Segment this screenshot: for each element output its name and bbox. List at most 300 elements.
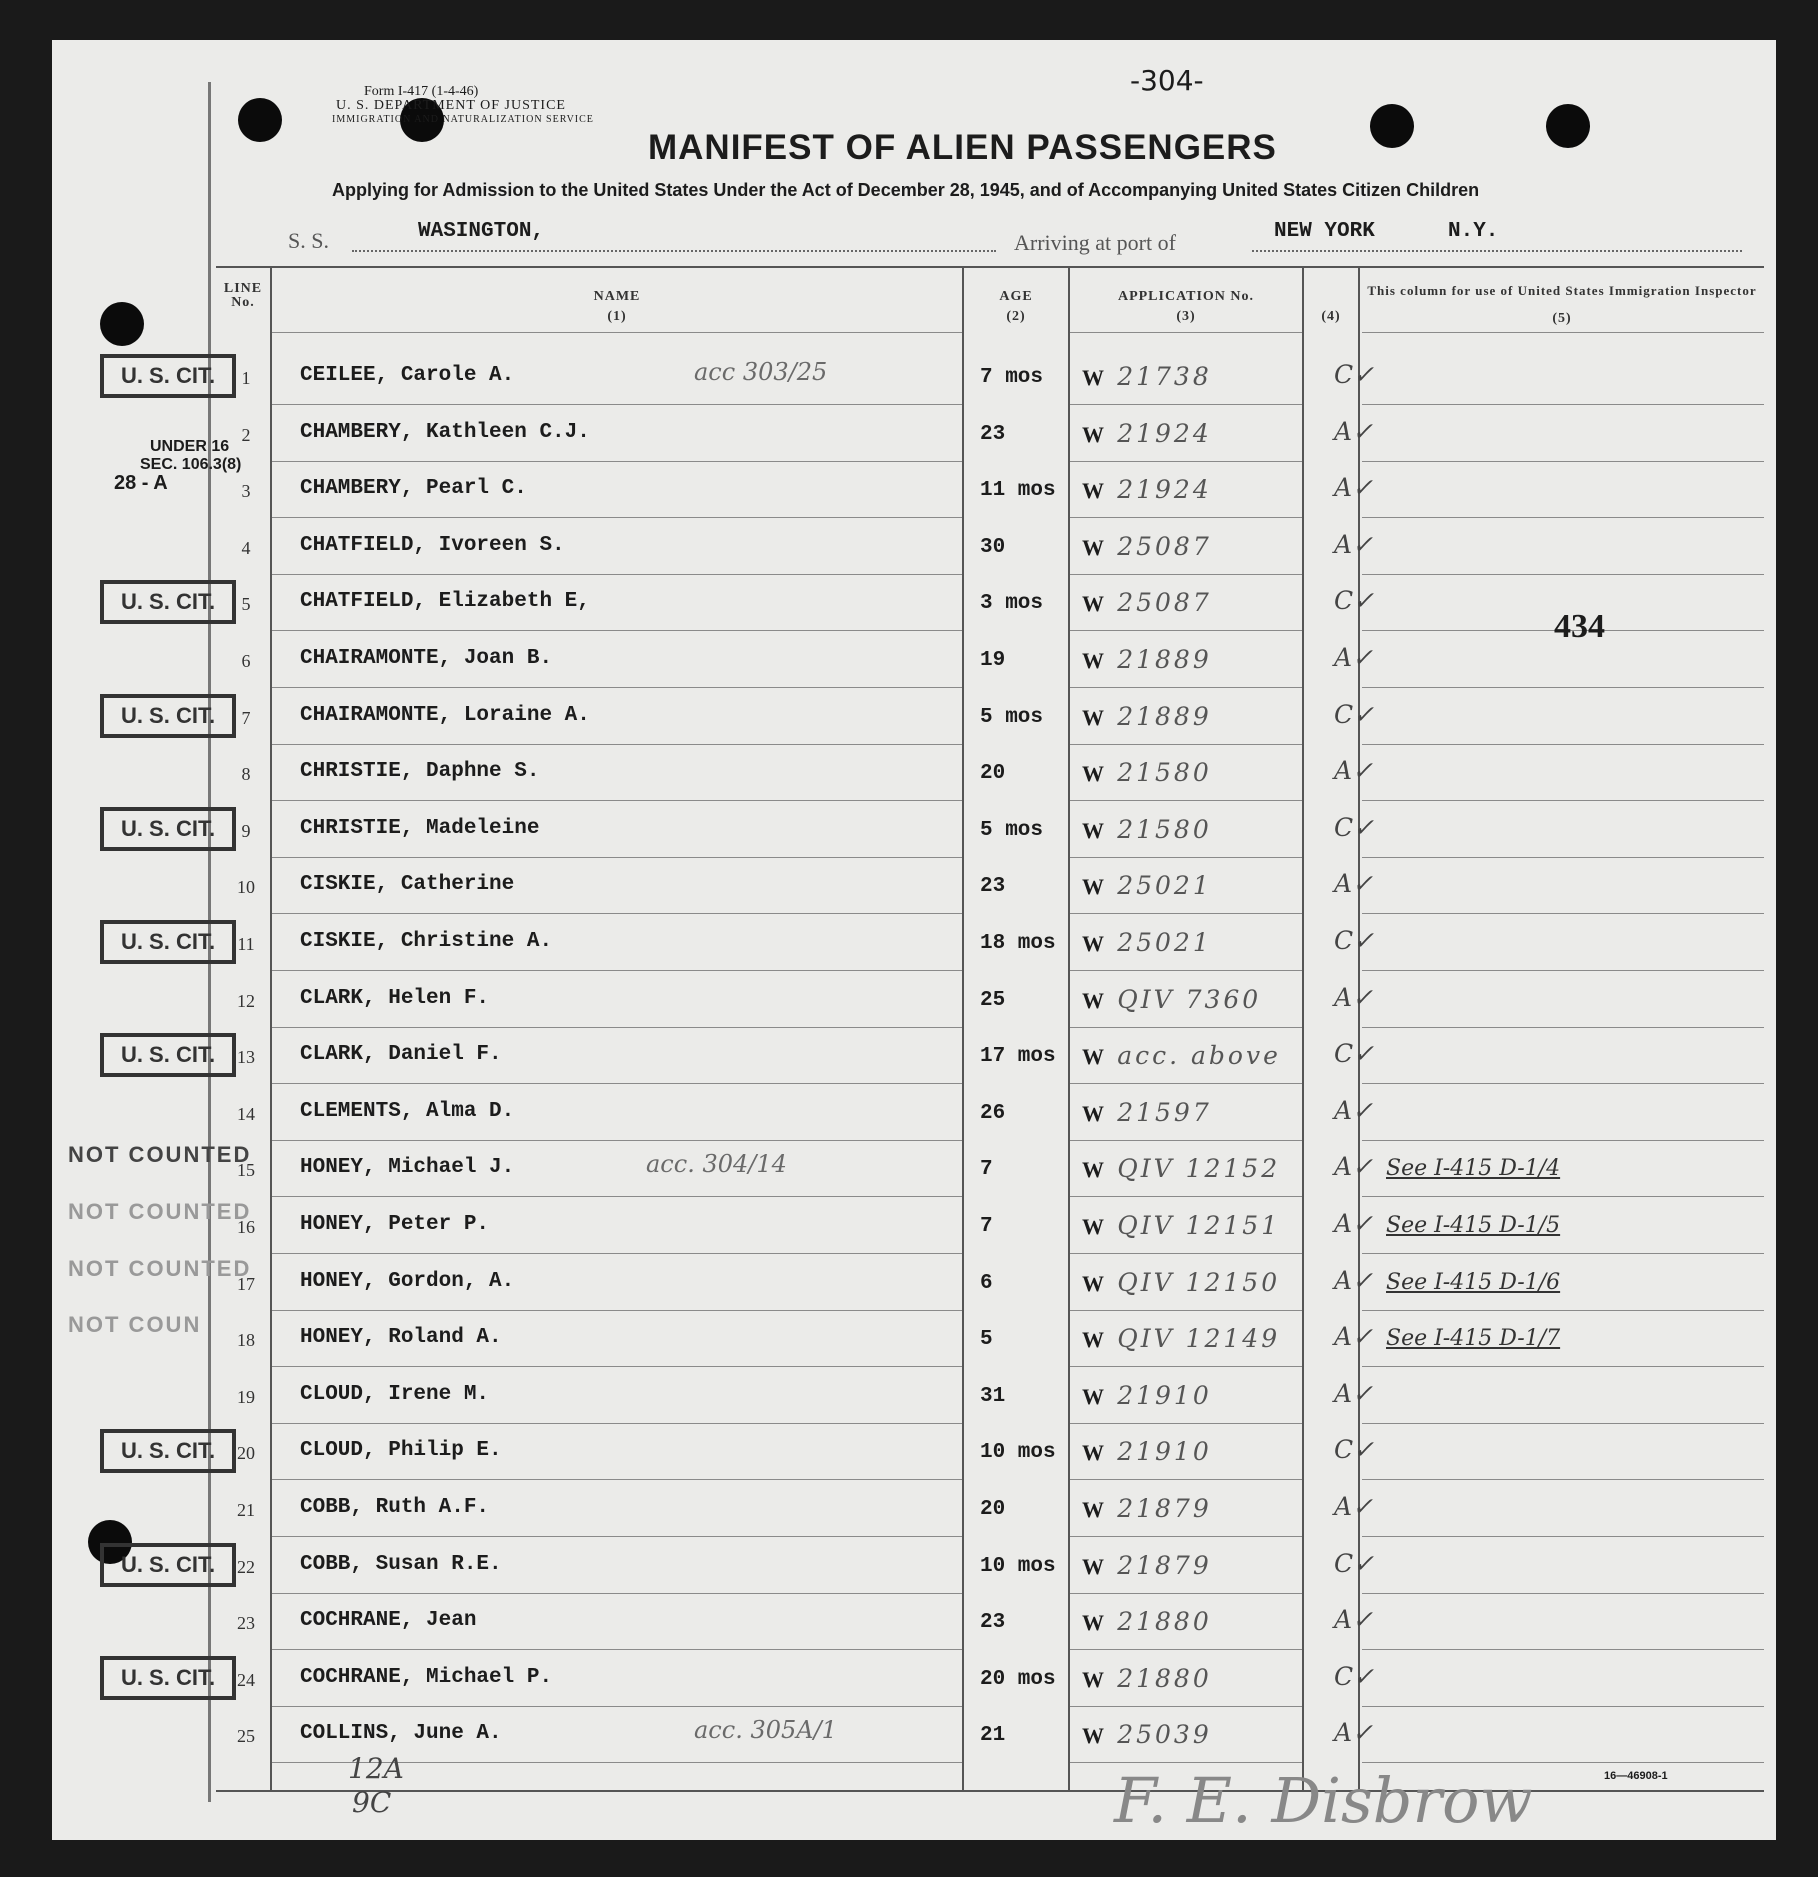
check-icon: ✓ xyxy=(1352,869,1374,898)
passenger-age: 20 xyxy=(980,1498,1006,1521)
row-rule xyxy=(272,1310,962,1311)
class-letter: C xyxy=(1334,700,1354,729)
passenger-age: 26 xyxy=(980,1102,1006,1125)
application-number: 21880 xyxy=(1117,1664,1212,1693)
application-number: 21597 xyxy=(1117,1098,1212,1127)
table-row xyxy=(52,1256,1776,1312)
table-row xyxy=(52,584,1776,632)
application-number: 21910 xyxy=(1117,1437,1212,1466)
not-counted-stamp: NOT COUNTED xyxy=(68,1256,252,1281)
line-number: 9 xyxy=(241,821,251,841)
class-mark xyxy=(1334,1605,1373,1634)
application-prefix: W xyxy=(1082,1214,1104,1239)
tally-adults: 12A xyxy=(348,1752,404,1785)
check-icon: ✓ xyxy=(1353,586,1375,615)
class-letter: C xyxy=(1334,1662,1354,1691)
tally-children: 9C xyxy=(352,1786,392,1819)
application-prefix: W xyxy=(1082,1044,1104,1069)
row-rule xyxy=(1362,461,1764,462)
ship-name: WASINGTON, xyxy=(418,220,545,243)
check-icon: ✓ xyxy=(1353,1039,1375,1068)
ship-label: S. S. xyxy=(288,228,329,253)
application-number: 21580 xyxy=(1117,758,1212,787)
class-mark xyxy=(1334,1209,1373,1238)
application-number: 21889 xyxy=(1117,702,1212,731)
application-number: 25087 xyxy=(1117,588,1212,617)
table-row xyxy=(52,641,1776,689)
line-number: 7 xyxy=(241,708,251,728)
passenger-age: 20 xyxy=(980,762,1006,785)
passenger-age: 11 mos xyxy=(980,479,1056,502)
class-letter: A xyxy=(1334,1209,1353,1238)
table-row xyxy=(52,471,1776,519)
class-letter: A xyxy=(1334,1379,1353,1408)
class-letter: A xyxy=(1334,417,1353,446)
class-letter: A xyxy=(1334,1492,1353,1521)
row-rule xyxy=(1362,574,1764,575)
table-row xyxy=(52,358,1776,406)
class-mark xyxy=(1334,417,1373,446)
row-rule xyxy=(1070,1253,1302,1254)
line-number: 20 xyxy=(237,1443,255,1463)
row-rule xyxy=(1070,857,1302,858)
row-rule xyxy=(272,1196,962,1197)
passenger-age: 21 xyxy=(980,1724,1006,1747)
class-letter: C xyxy=(1334,1549,1354,1578)
line-number: 8 xyxy=(241,764,251,784)
application-prefix: W xyxy=(1082,931,1104,956)
row-rule xyxy=(1070,913,1302,914)
application-prefix: W xyxy=(1082,1384,1104,1409)
check-icon: ✓ xyxy=(1353,1435,1375,1464)
table-row xyxy=(52,1603,1776,1651)
row-rule xyxy=(272,1479,962,1480)
line-number: 18 xyxy=(237,1330,255,1350)
us-citizen-stamp: U. S. CIT. xyxy=(100,1656,236,1700)
class-mark xyxy=(1334,1435,1374,1464)
application-prefix: W xyxy=(1082,705,1104,730)
table-row xyxy=(52,1490,1776,1538)
application-number: 25087 xyxy=(1117,532,1212,561)
row-rule xyxy=(272,1083,962,1084)
check-icon: ✓ xyxy=(1353,1662,1375,1691)
application-prefix: W xyxy=(1082,478,1104,503)
line-number: 3 xyxy=(241,481,251,501)
application-prefix: W xyxy=(1082,535,1104,560)
passenger-age: 6 xyxy=(980,1272,993,1295)
line-number: 16 xyxy=(237,1217,255,1237)
passenger-name: COBB, Ruth A.F. xyxy=(300,1496,490,1519)
margin-note-code: 28 - A xyxy=(114,472,168,494)
passenger-name: HONEY, Peter P. xyxy=(300,1213,490,1236)
application-prefix: W xyxy=(1082,1554,1104,1579)
application-prefix: W xyxy=(1082,1327,1104,1352)
table-row xyxy=(52,1547,1776,1595)
check-icon: ✓ xyxy=(1352,1605,1374,1634)
check-icon: ✓ xyxy=(1352,1492,1374,1521)
table-row xyxy=(52,528,1776,576)
inspector-note: See I-415 D-1/4 xyxy=(1386,1156,1561,1181)
row-rule xyxy=(272,404,962,405)
application-number: 21910 xyxy=(1117,1381,1212,1410)
row-rule xyxy=(1070,1310,1302,1311)
table-row xyxy=(52,924,1776,972)
check-icon: ✓ xyxy=(1353,360,1375,389)
passenger-name: HONEY, Roland A. xyxy=(300,1326,502,1349)
class-mark xyxy=(1334,473,1373,502)
application-prefix: W xyxy=(1082,1723,1104,1748)
row-rule xyxy=(1070,1479,1302,1480)
application-prefix: W xyxy=(1082,1101,1104,1126)
row-rule xyxy=(1070,1536,1302,1537)
check-icon: ✓ xyxy=(1353,813,1375,842)
row-rule xyxy=(1070,1196,1302,1197)
class-letter: A xyxy=(1334,1266,1353,1295)
table-top-rule xyxy=(216,266,1764,268)
class-mark xyxy=(1334,813,1374,842)
row-rule xyxy=(1070,574,1302,575)
class-letter: A xyxy=(1334,643,1353,672)
passenger-name: CISKIE, Catherine xyxy=(300,873,515,896)
class-mark xyxy=(1334,530,1373,559)
passenger-name: CHATFIELD, Ivoreen S. xyxy=(300,534,565,557)
class-mark xyxy=(1334,1549,1374,1578)
row-rule xyxy=(1362,1366,1764,1367)
class-mark xyxy=(1334,1322,1373,1351)
row-rule xyxy=(1362,970,1764,971)
row-rule xyxy=(1362,1253,1764,1254)
line-number: 24 xyxy=(237,1670,255,1690)
us-citizen-stamp: U. S. CIT. xyxy=(100,1429,236,1473)
application-prefix: W xyxy=(1082,1497,1104,1522)
check-icon: ✓ xyxy=(1352,1718,1374,1747)
check-icon: ✓ xyxy=(1353,1549,1375,1578)
line-number: 19 xyxy=(237,1387,255,1407)
line-number: 2 xyxy=(241,425,251,445)
row-rule xyxy=(1070,1366,1302,1367)
row-rule xyxy=(1070,1083,1302,1084)
col-age-number: (2) xyxy=(1006,309,1026,324)
manifest-sheet xyxy=(52,40,1776,1840)
row-rule xyxy=(1362,1762,1764,1763)
row-rule xyxy=(1070,1649,1302,1650)
table-row xyxy=(52,981,1776,1029)
line-number: 5 xyxy=(241,594,251,614)
class-letter: C xyxy=(1334,586,1354,615)
table-row xyxy=(52,1433,1776,1481)
application-number: 25021 xyxy=(1117,871,1212,900)
passenger-name: CHATFIELD, Elizabeth E, xyxy=(300,590,590,613)
row-rule xyxy=(1362,1027,1764,1028)
margin-note-under16: UNDER 16 xyxy=(150,438,230,455)
inspector-count: 434 xyxy=(1554,608,1605,645)
class-letter: A xyxy=(1334,1605,1353,1634)
check-icon: ✓ xyxy=(1352,530,1374,559)
application-number: QIV 12150 xyxy=(1117,1268,1281,1297)
check-icon: ✓ xyxy=(1352,1322,1374,1351)
row-rule xyxy=(1070,461,1302,462)
passenger-name: CHRISTIE, Madeleine xyxy=(300,817,540,840)
application-number: QIV 12152 xyxy=(1117,1154,1281,1183)
row-rule xyxy=(1362,1536,1764,1537)
class-letter: A xyxy=(1334,473,1353,502)
check-icon: ✓ xyxy=(1352,983,1374,1012)
table-row xyxy=(52,811,1776,859)
class-letter: A xyxy=(1334,1096,1353,1125)
passenger-age: 18 mos xyxy=(980,932,1056,955)
inspector-note: See I-415 D-1/7 xyxy=(1386,1326,1561,1351)
row-rule xyxy=(1362,913,1764,914)
row-rule xyxy=(272,517,962,518)
inspector-signature: F. E. Disbrow xyxy=(1114,1764,1533,1837)
passenger-name: COBB, Susan R.E. xyxy=(300,1553,502,1576)
page-title: MANIFEST OF ALIEN PASSENGERS xyxy=(648,128,1277,167)
passenger-age: 23 xyxy=(980,423,1006,446)
row-rule xyxy=(1362,404,1764,405)
passenger-name: COCHRANE, Jean xyxy=(300,1609,477,1632)
application-number: 21889 xyxy=(1117,645,1212,674)
table-row xyxy=(52,1199,1776,1255)
passenger-name: CISKIE, Christine A. xyxy=(300,930,553,953)
handwritten-note: acc. 304/14 xyxy=(646,1150,787,1178)
handwritten-note: acc 303/25 xyxy=(694,358,828,386)
row-rule xyxy=(1362,687,1764,688)
passenger-age: 5 xyxy=(980,1328,993,1351)
passenger-name: CHRISTIE, Daphne S. xyxy=(300,760,540,783)
check-icon: ✓ xyxy=(1353,926,1375,955)
application-prefix: W xyxy=(1082,818,1104,843)
row-rule xyxy=(272,1140,962,1141)
passenger-age: 23 xyxy=(980,1611,1006,1634)
ship-underline xyxy=(352,250,996,252)
row-rule xyxy=(1070,404,1302,405)
class-letter: C xyxy=(1334,360,1354,389)
port-name: NEW YORK xyxy=(1274,220,1375,243)
col-inspector-number: (5) xyxy=(1552,311,1572,326)
us-citizen-stamp: U. S. CIT. xyxy=(100,580,236,624)
application-prefix: W xyxy=(1082,1610,1104,1635)
application-prefix: W xyxy=(1082,365,1104,390)
check-icon: ✓ xyxy=(1352,1152,1374,1181)
passenger-age: 7 mos xyxy=(980,366,1044,389)
row-rule xyxy=(272,1253,962,1254)
passenger-name: CHAIRAMONTE, Joan B. xyxy=(300,647,553,670)
passenger-age: 17 mos xyxy=(980,1045,1056,1068)
table-row xyxy=(52,1716,1776,1764)
application-prefix: W xyxy=(1082,422,1104,447)
row-rule xyxy=(272,1649,962,1650)
application-number: QIV 12149 xyxy=(1117,1324,1281,1353)
row-rule xyxy=(1362,1479,1764,1480)
line-number: 15 xyxy=(237,1160,255,1180)
row-rule xyxy=(1070,744,1302,745)
check-icon: ✓ xyxy=(1352,1209,1374,1238)
col-line-header: LINE No. xyxy=(223,281,263,310)
class-letter: A xyxy=(1334,530,1353,559)
row-rule xyxy=(1362,1310,1764,1311)
line-number: 25 xyxy=(237,1726,255,1746)
row-rule xyxy=(272,1706,962,1707)
line-number: 10 xyxy=(237,877,255,897)
passenger-age: 20 mos xyxy=(980,1668,1056,1691)
row-rule xyxy=(1070,687,1302,688)
class-letter: A xyxy=(1334,1322,1353,1351)
class-mark xyxy=(1334,869,1373,898)
class-mark xyxy=(1334,643,1373,672)
class-mark xyxy=(1334,1096,1373,1125)
handwritten-note: acc. 305A/1 xyxy=(694,1716,837,1744)
row-rule xyxy=(272,744,962,745)
row-rule xyxy=(1362,1649,1764,1650)
row-rule xyxy=(1362,1196,1764,1197)
application-number: 21738 xyxy=(1117,362,1212,391)
class-mark xyxy=(1334,1152,1373,1181)
not-counted-stamp: NOT COUNTED xyxy=(68,1199,252,1224)
row-rule xyxy=(272,857,962,858)
row-rule xyxy=(272,630,962,631)
col-name-number: (1) xyxy=(607,309,627,324)
header-rule xyxy=(1362,332,1764,333)
passenger-age: 3 mos xyxy=(980,592,1044,615)
passenger-name: CLOUD, Philip E. xyxy=(300,1439,502,1462)
table-row xyxy=(52,1377,1776,1425)
port-underline xyxy=(1252,250,1742,252)
table-row xyxy=(52,698,1776,746)
row-rule xyxy=(272,1593,962,1594)
line-number: 4 xyxy=(241,538,251,558)
check-icon: ✓ xyxy=(1352,1266,1374,1295)
passenger-age: 10 mos xyxy=(980,1441,1056,1464)
port-state: N.Y. xyxy=(1448,220,1499,243)
class-letter: C xyxy=(1334,1039,1354,1068)
application-number: acc. above xyxy=(1117,1041,1281,1070)
punch-hole xyxy=(1370,104,1414,148)
passenger-age: 5 mos xyxy=(980,706,1044,729)
punch-hole xyxy=(238,98,282,142)
application-prefix: W xyxy=(1082,988,1104,1013)
class-letter: A xyxy=(1334,1718,1353,1747)
table-row xyxy=(52,1094,1776,1142)
row-rule xyxy=(1362,1706,1764,1707)
header-rule xyxy=(1070,332,1302,333)
check-icon: ✓ xyxy=(1352,643,1374,672)
passenger-name: CEILEE, Carole A. xyxy=(300,364,515,387)
application-number: 21880 xyxy=(1117,1607,1212,1636)
row-rule xyxy=(272,800,962,801)
application-number: QIV 12151 xyxy=(1117,1211,1281,1240)
service: IMMIGRATION AND NATURALIZATION SERVICE xyxy=(332,114,594,125)
passenger-name: CHAIRAMONTE, Loraine A. xyxy=(300,704,590,727)
punch-hole xyxy=(100,302,144,346)
application-number: 21580 xyxy=(1117,815,1212,844)
row-rule xyxy=(272,970,962,971)
passenger-name: CHAMBERY, Kathleen C.J. xyxy=(300,421,590,444)
row-rule xyxy=(1362,1083,1764,1084)
class-mark xyxy=(1334,1492,1373,1521)
row-rule xyxy=(272,687,962,688)
application-number: 21924 xyxy=(1117,475,1212,504)
us-citizen-stamp: U. S. CIT. xyxy=(100,694,236,738)
us-citizen-stamp: U. S. CIT. xyxy=(100,354,236,398)
col-name-header: NAME xyxy=(593,289,641,304)
row-rule xyxy=(1070,800,1302,801)
inspector-note: See I-415 D-1/5 xyxy=(1386,1213,1561,1238)
row-rule xyxy=(1362,1423,1764,1424)
line-number: 23 xyxy=(237,1613,255,1633)
passenger-age: 7 xyxy=(980,1215,993,1238)
application-prefix: W xyxy=(1082,1157,1104,1182)
application-prefix: W xyxy=(1082,1667,1104,1692)
passenger-age: 25 xyxy=(980,989,1006,1012)
passenger-age: 23 xyxy=(980,875,1006,898)
form-code: 16—46908-1 xyxy=(1604,1770,1668,1782)
passenger-age: 7 xyxy=(980,1158,993,1181)
application-number: 21924 xyxy=(1117,419,1212,448)
passenger-name: HONEY, Michael J. xyxy=(300,1156,515,1179)
not-counted-stamp: NOT COUN xyxy=(68,1312,202,1337)
passenger-age: 31 xyxy=(980,1385,1006,1408)
application-prefix: W xyxy=(1082,874,1104,899)
row-rule xyxy=(272,574,962,575)
application-number: 25021 xyxy=(1117,928,1212,957)
check-icon: ✓ xyxy=(1353,700,1375,729)
row-rule xyxy=(272,1366,962,1367)
row-rule xyxy=(1362,857,1764,858)
application-number: QIV 7360 xyxy=(1117,985,1262,1014)
row-rule xyxy=(272,1536,962,1537)
line-number: 22 xyxy=(237,1557,255,1577)
passenger-name: CLEMENTS, Alma D. xyxy=(300,1100,515,1123)
row-rule xyxy=(1362,1593,1764,1594)
page-subtitle: Applying for Admission to the United States Under the Act of December 28, 1945, and of Accompanying United States Citizen Children xyxy=(332,180,1480,200)
row-rule xyxy=(1070,1762,1302,1763)
passenger-name: CHAMBERY, Pearl C. xyxy=(300,477,527,500)
line-number: 11 xyxy=(237,934,255,954)
col-class-number: (4) xyxy=(1321,309,1341,324)
class-mark xyxy=(1334,1266,1373,1295)
row-rule xyxy=(1070,1027,1302,1028)
line-number: 6 xyxy=(241,651,251,671)
application-prefix: W xyxy=(1082,591,1104,616)
passenger-age: 5 mos xyxy=(980,819,1044,842)
passenger-name: COLLINS, June A. xyxy=(300,1722,502,1745)
row-rule xyxy=(1070,970,1302,971)
row-rule xyxy=(1362,1140,1764,1141)
class-letter: C xyxy=(1334,1435,1354,1464)
row-rule xyxy=(1070,1423,1302,1424)
class-letter: A xyxy=(1334,983,1353,1012)
class-mark xyxy=(1334,360,1374,389)
passenger-name: CLARK, Daniel F. xyxy=(300,1043,502,1066)
passenger-name: CLARK, Helen F. xyxy=(300,987,490,1010)
form-number: Form I-417 (1-4-46) xyxy=(364,84,479,99)
application-number: 21879 xyxy=(1117,1494,1212,1523)
us-citizen-stamp: U. S. CIT. xyxy=(100,1543,236,1587)
check-icon: ✓ xyxy=(1352,1096,1374,1125)
line-number: 17 xyxy=(237,1274,255,1294)
department: U. S. DEPARTMENT OF JUSTICE xyxy=(336,98,566,113)
punch-hole xyxy=(1546,104,1590,148)
col-application-number: (3) xyxy=(1176,309,1196,324)
row-rule xyxy=(1362,800,1764,801)
col-application-header: APPLICATION No. xyxy=(1117,289,1255,304)
class-letter: A xyxy=(1334,1152,1353,1181)
col-inspector-header: This column for use of United States Immigration Inspector xyxy=(1367,283,1757,298)
row-rule xyxy=(272,461,962,462)
class-mark xyxy=(1334,756,1373,785)
row-rule xyxy=(1362,517,1764,518)
not-counted-stamp: NOT COUNTED xyxy=(68,1142,252,1167)
